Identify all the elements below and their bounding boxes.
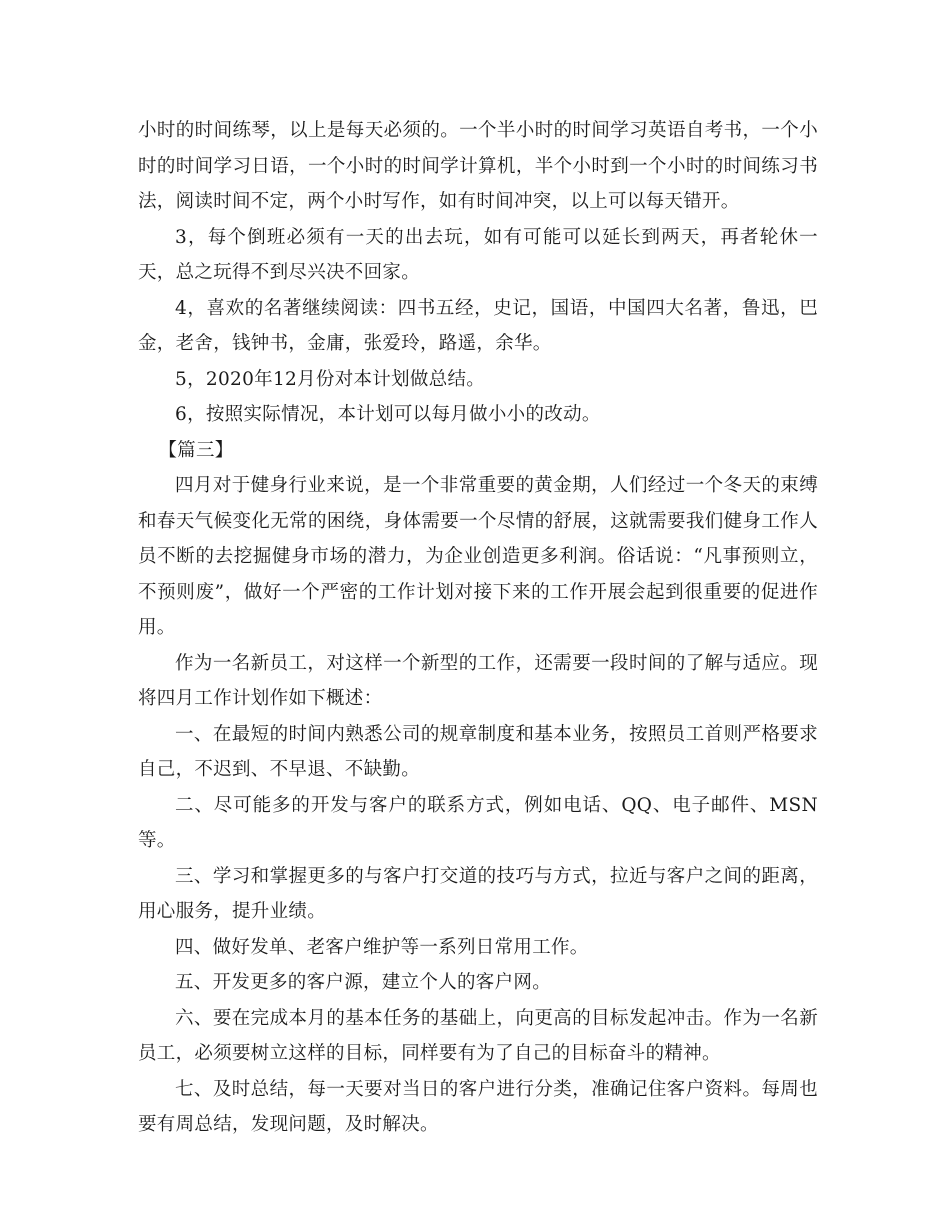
list-item-6: 6，按照实际情况，本计划可以每月做小小的改动。: [175, 404, 601, 425]
plan-item-4: 四、做好发单、老客户维护等一系列日常用工作。: [175, 936, 589, 958]
document-body: [138, 113, 818, 1143]
plan-item-2: 二、尽可能多的开发与客户的联系方式，例如电话、QQ、电子邮件、MSN等。: [138, 794, 818, 851]
plan-item-5: 五、开发更多的客户源，建立个人的客户网。: [175, 972, 552, 993]
list-item-4: 4，喜欢的名著继续阅读：四书五经，史记，国语，中国四大名著，鲁迅，巴金，老舍，钱钟书，金庸，张爱玲，路遥，余华。: [138, 297, 818, 354]
overview-paragraph: 作为一名新员工，对这样一个新型的工作，还需要一段时间的了解与适应。现将四月工作计划作如下概述：: [138, 652, 818, 709]
section-heading: 【篇三】: [158, 439, 234, 461]
list-item-3: 3，每个倒班必须有一天的出去玩，如有可能可以延长到两天，再者轮休一天，总之玩得不到尽兴决不回家。: [138, 226, 818, 283]
list-item-5: 5，2020年12月份对本计划做总结。: [175, 368, 486, 390]
plan-item-7: 七、及时总结，每一天要对当日的客户进行分类，准确记住客户资料。每周也要有周总结，发现问题，及时解决。: [138, 1078, 818, 1135]
plan-item-6: 六、要在完成本月的基本任务的基础上，向更高的目标发起冲击。作为一名新员工，必须要树立这样的目标，同样要有为了自己的目标奋斗的精神。: [138, 1007, 818, 1064]
intro-paragraph: 四月对于健身行业来说，是一个非常重要的黄金期，人们经过一个冬天的束缚和春天气候变化无常的困绕，身体需要一个尽情的舒展，这就需要我们健身工作人员不断的去挖掘健身市场的潜力，为企业创造更多利润。俗话说：“凡事预则立，不预则废”，做好一个严密的工作计划对接下来的工作开展会起到很重要的促进作用。: [138, 475, 818, 638]
plan-item-1: 一、在最短的时间内熟悉公司的规章制度和基本业务，按照员工首则严格要求自己，不迟到、不早退、不缺勤。: [138, 723, 818, 780]
plan-item-3: 三、学习和掌握更多的与客户打交道的技巧与方式，拉近与客户之间的距离，用心服务，提升业绩。: [138, 865, 818, 922]
paragraph-continuation: 小时的时间练琴，以上是每天必须的。一个半小时的时间学习英语自考书，一个小时的时间学习日语，一个小时的时间学计算机，半个小时到一个小时的时间练习书法，阅读时间不定，两个小时写作，如有时间冲突，以上可以每天错开。: [138, 120, 818, 212]
